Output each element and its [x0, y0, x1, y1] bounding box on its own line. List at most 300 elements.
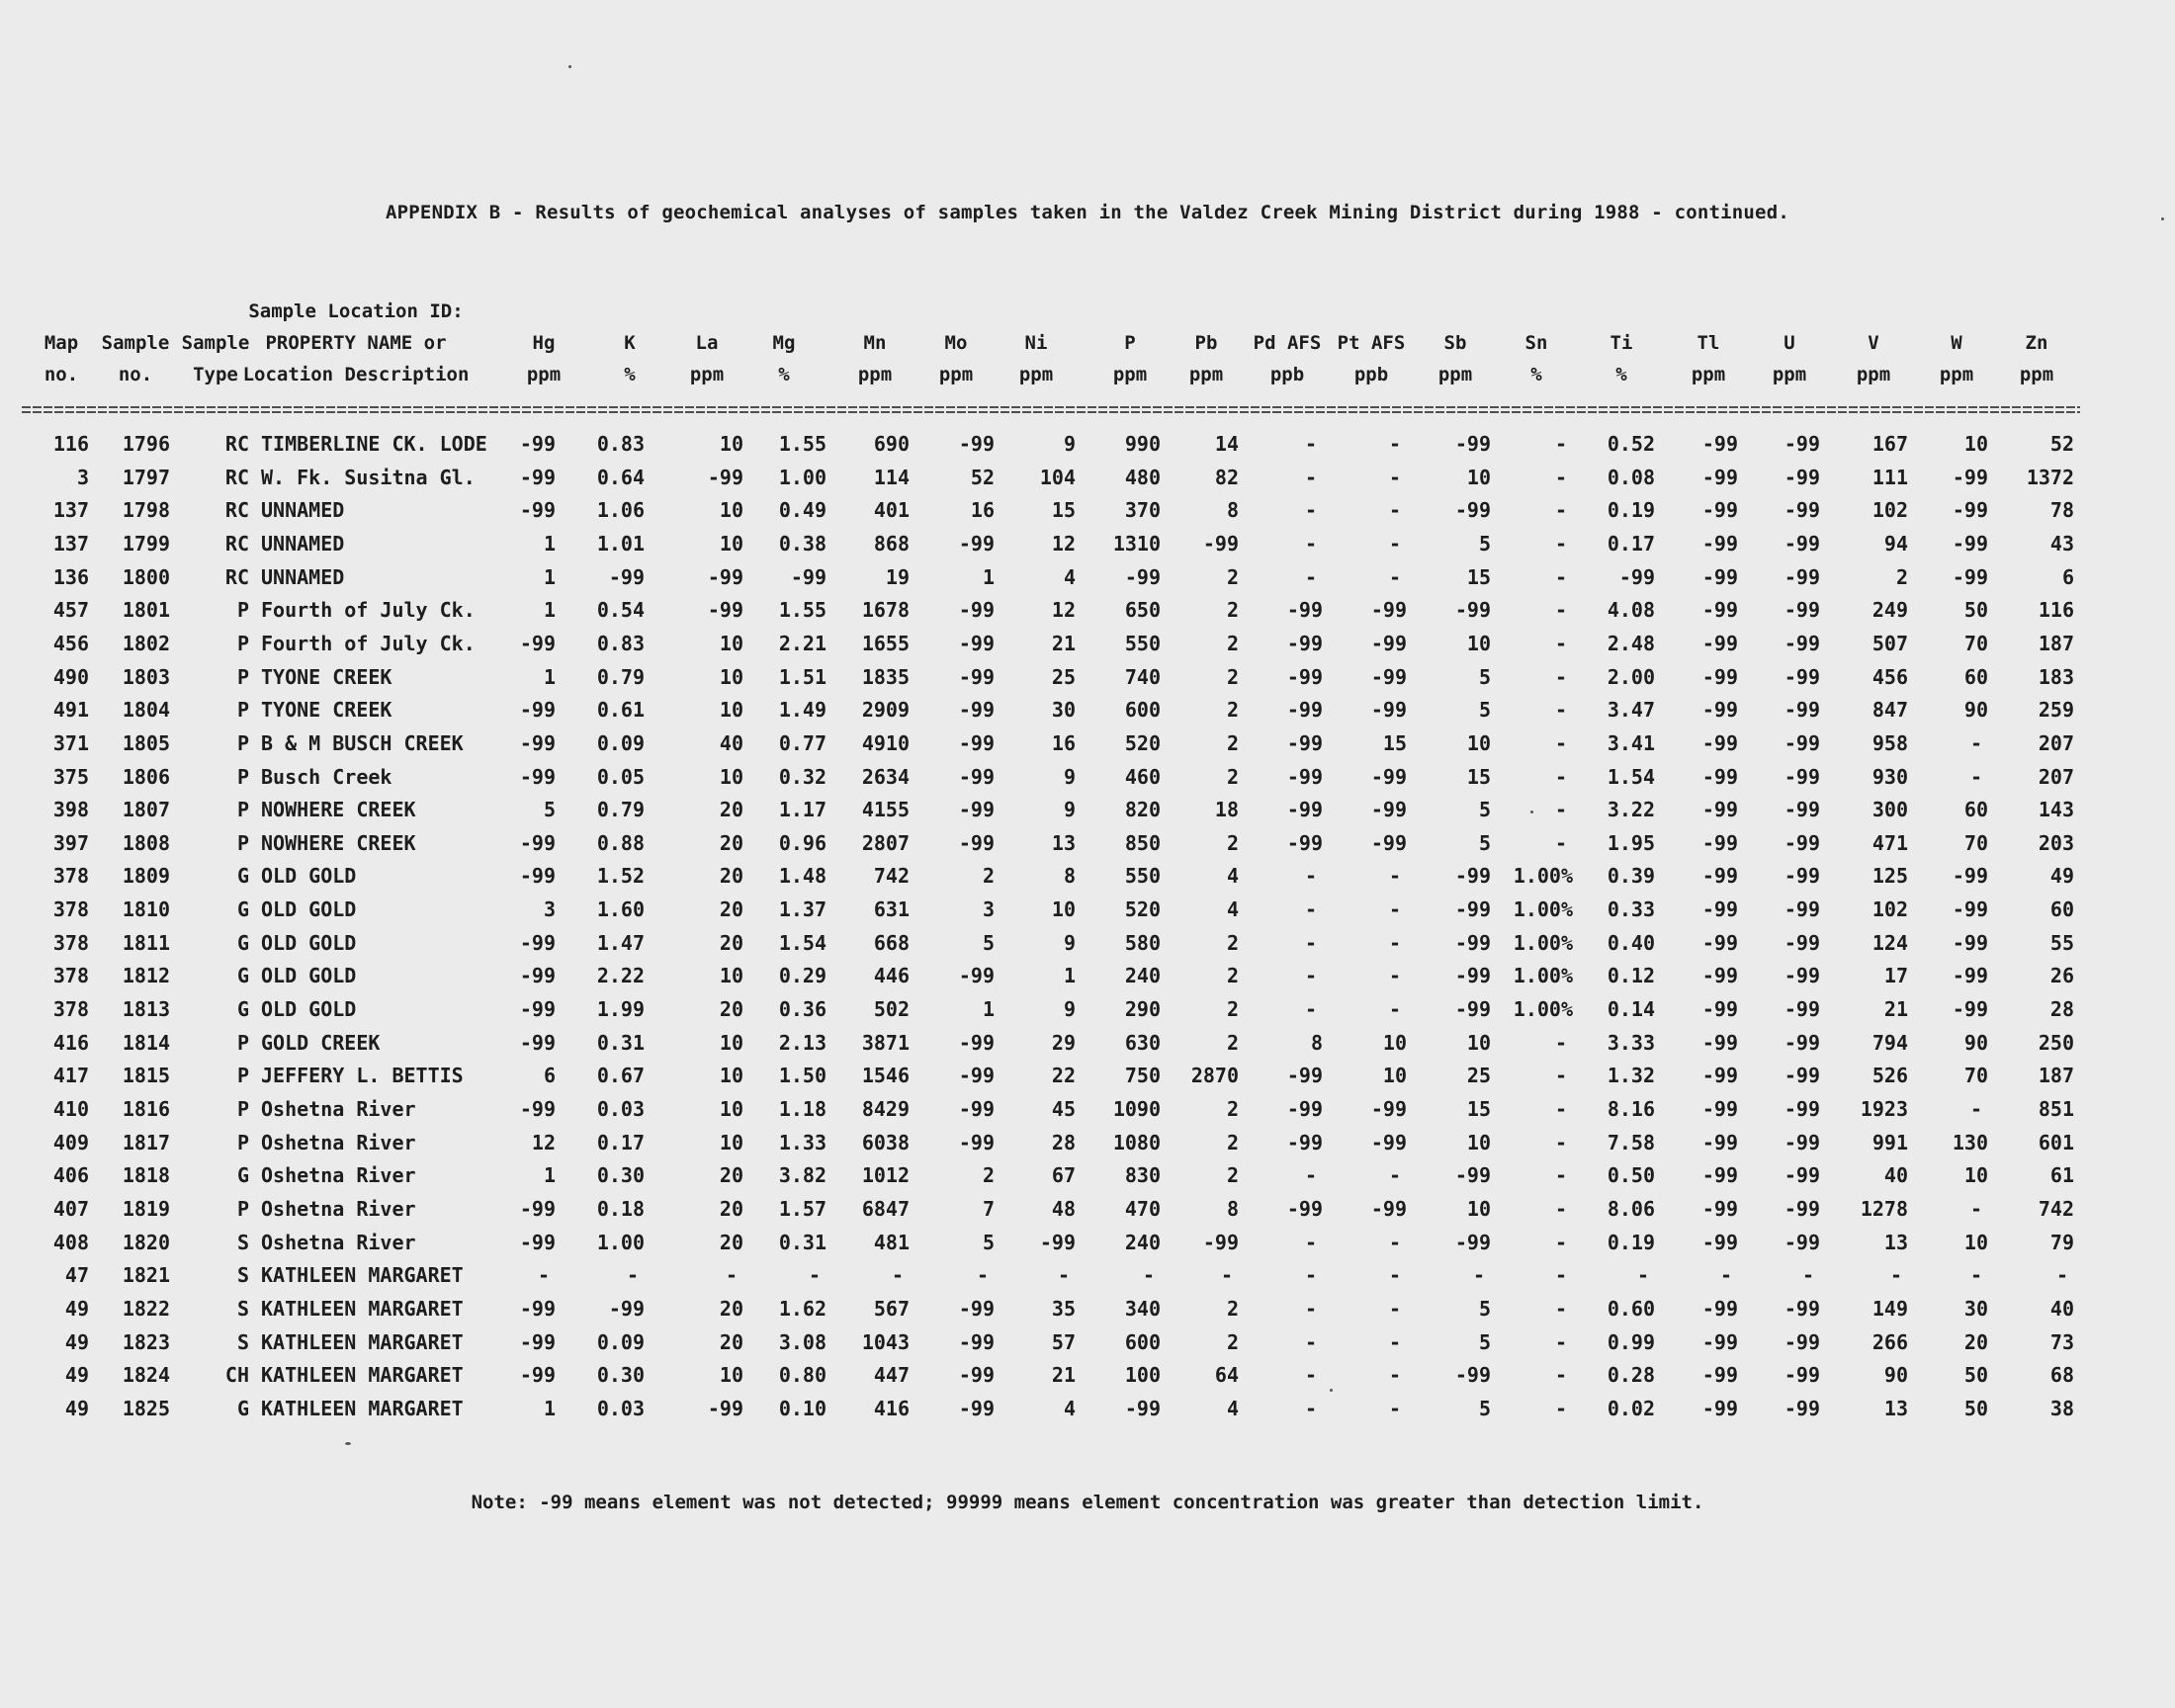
cell-ti: 2.00	[1607, 664, 1655, 689]
cell-pb: -	[1220, 1263, 1234, 1288]
table-row	[0, 861, 2175, 893]
cell-w: 20	[1963, 1329, 1988, 1354]
cell-pb: 2	[1226, 730, 1239, 755]
cell-sample-type: P	[236, 631, 249, 655]
cell-location: OLD GOLD	[261, 897, 357, 922]
cell-sample-type: P	[236, 830, 249, 855]
cell-mn: 1678	[861, 598, 910, 623]
cell-v: 13	[1883, 1230, 1908, 1254]
cell-ti: 3.47	[1607, 698, 1655, 723]
cell-map-no: 136	[52, 564, 89, 589]
cell-pd-afs: -	[1304, 1296, 1318, 1321]
column-header: %	[778, 364, 790, 385]
column-header: ppb	[1269, 364, 1305, 385]
cell-w: -	[1969, 1196, 1983, 1221]
cell-la: -99	[707, 564, 743, 589]
cell-ti: 0.17	[1607, 531, 1655, 555]
cell-k: -	[626, 1263, 640, 1288]
cell-la: 20	[719, 897, 743, 922]
cell-sn: -	[1554, 1230, 1568, 1254]
cell-sample-no: 1825	[122, 1396, 170, 1420]
cell-sb: 5	[1478, 1396, 1491, 1420]
cell-tl: -99	[1701, 997, 1738, 1022]
cell-ni: 12	[1051, 598, 1076, 623]
cell-p: 1080	[1112, 1130, 1161, 1154]
cell-w: 60	[1963, 664, 1988, 689]
cell-v: 266	[1871, 1329, 1908, 1354]
cell-hg: 6	[543, 1064, 556, 1088]
cell-map-no: 491	[52, 698, 89, 723]
cell-k: 0.05	[596, 764, 645, 789]
cell-location: Oshetna River	[261, 1163, 416, 1188]
cell-sample-type: G	[236, 930, 249, 955]
cell-u: -99	[1784, 531, 1820, 555]
cell-v: 167	[1871, 432, 1908, 456]
cell-ti: 3.33	[1607, 1030, 1655, 1055]
cell-mn: 446	[873, 964, 910, 988]
cell-la: 10	[719, 1030, 743, 1055]
cell-u: -99	[1784, 964, 1820, 988]
cell-mn: 868	[873, 531, 910, 555]
cell-pt-afs: -	[1388, 930, 1402, 955]
cell-tl: -99	[1701, 531, 1738, 555]
cell-tl: -99	[1701, 1097, 1738, 1121]
cell-sample-no: 1813	[122, 997, 170, 1022]
cell-mo: 2	[982, 1163, 995, 1188]
cell-sb: 5	[1478, 1296, 1491, 1321]
cell-hg: -99	[519, 1196, 556, 1221]
cell-sample-no: 1807	[122, 798, 170, 822]
cell-la: 20	[719, 1163, 743, 1188]
cell-tl: -99	[1701, 698, 1738, 723]
cell-p: 240	[1124, 1230, 1161, 1254]
cell-sample-type: P	[236, 1030, 249, 1055]
cell-location: OLD GOLD	[261, 997, 357, 1022]
cell-pt-afs: -99	[1370, 1130, 1407, 1154]
cell-tl: -99	[1701, 930, 1738, 955]
scan-speck	[1530, 811, 1533, 813]
table-row	[0, 1260, 2175, 1292]
cell-mg: 1.62	[778, 1296, 826, 1321]
column-header: W	[1951, 332, 1962, 354]
cell-k: 0.30	[596, 1163, 645, 1188]
cell-mn: 690	[873, 432, 910, 456]
cell-mn: 447	[873, 1363, 910, 1388]
cell-location: TYONE CREEK	[261, 698, 392, 723]
cell-sn: -	[1554, 564, 1568, 589]
cell-k: 0.31	[596, 1030, 645, 1055]
cell-hg: 1	[543, 664, 556, 689]
cell-mn: 114	[873, 465, 910, 489]
cell-ti: 0.19	[1607, 498, 1655, 523]
cell-ti: 0.99	[1607, 1329, 1655, 1354]
cell-la: -99	[707, 598, 743, 623]
cell-w: -99	[1952, 864, 1988, 889]
cell-sample-type: P	[236, 764, 249, 789]
cell-u: -99	[1784, 798, 1820, 822]
column-header: Tl	[1696, 332, 1720, 354]
cell-location: KATHLEEN MARGARET	[261, 1263, 464, 1288]
cell-map-no: 378	[52, 897, 89, 922]
cell-location: OLD GOLD	[261, 864, 357, 889]
cell-tl: -99	[1701, 1363, 1738, 1388]
cell-ti: -99	[1618, 564, 1655, 589]
cell-sample-type: S	[236, 1329, 249, 1354]
cell-la: 20	[719, 1296, 743, 1321]
cell-sample-no: 1817	[122, 1130, 170, 1154]
cell-la: 20	[719, 1230, 743, 1254]
cell-la: 20	[719, 997, 743, 1022]
cell-p: -	[1142, 1263, 1156, 1288]
cell-u: -99	[1784, 1064, 1820, 1088]
cell-ni: 67	[1051, 1163, 1076, 1188]
cell-sb: 25	[1466, 1064, 1491, 1088]
cell-sb: 15	[1466, 1097, 1491, 1121]
cell-map-no: 3	[76, 465, 89, 489]
cell-sn: -	[1554, 1363, 1568, 1388]
cell-la: -99	[707, 1396, 743, 1420]
cell-zn: 143	[2038, 798, 2074, 822]
cell-mg: 1.57	[778, 1196, 826, 1221]
cell-ni: 57	[1051, 1329, 1076, 1354]
cell-w: -99	[1952, 997, 1988, 1022]
cell-ti: 0.08	[1607, 465, 1655, 489]
column-header: ppm	[1437, 364, 1473, 385]
cell-v: 847	[1871, 698, 1908, 723]
cell-p: 1310	[1112, 531, 1161, 555]
cell-location: Oshetna River	[261, 1230, 416, 1254]
cell-tl: -99	[1701, 1064, 1738, 1088]
cell-pb: 2	[1226, 598, 1239, 623]
table-row	[0, 463, 2175, 494]
table-row	[0, 562, 2175, 594]
cell-u: -99	[1784, 564, 1820, 589]
cell-sn: -	[1554, 1163, 1568, 1188]
cell-map-no: 378	[52, 864, 89, 889]
cell-pt-afs: -	[1388, 1296, 1402, 1321]
cell-sample-no: 1799	[122, 531, 170, 555]
column-header: ppm	[1018, 364, 1054, 385]
cell-mn: 3871	[861, 1030, 910, 1055]
cell-pd-afs: -99	[1286, 798, 1323, 822]
cell-la: 20	[719, 864, 743, 889]
cell-mo: -99	[958, 531, 995, 555]
cell-tl: -99	[1701, 631, 1738, 655]
cell-map-no: 378	[52, 930, 89, 955]
cell-v: 507	[1871, 631, 1908, 655]
cell-sn: -	[1554, 798, 1568, 822]
column-header: PROPERTY NAME or	[265, 332, 447, 354]
cell-mg: 3.82	[778, 1163, 826, 1188]
cell-ni: 4	[1063, 564, 1076, 589]
cell-sample-type: G	[236, 964, 249, 988]
cell-u: -99	[1784, 631, 1820, 655]
cell-w: 130	[1952, 1130, 1988, 1154]
table-row	[0, 1094, 2175, 1126]
cell-pd-afs: -	[1304, 1363, 1318, 1388]
cell-k: 1.52	[596, 864, 645, 889]
cell-pb: -99	[1202, 1230, 1239, 1254]
cell-sample-no: 1806	[122, 764, 170, 789]
cell-la: 20	[719, 798, 743, 822]
cell-tl: -99	[1701, 1396, 1738, 1420]
cell-k: 0.61	[596, 698, 645, 723]
cell-mg: 1.49	[778, 698, 826, 723]
cell-v: 1278	[1860, 1196, 1908, 1221]
cell-sn: 1.00%	[1513, 864, 1573, 889]
cell-w: 10	[1963, 1230, 1988, 1254]
cell-pt-afs: -	[1388, 1396, 1402, 1420]
cell-ti: 2.48	[1607, 631, 1655, 655]
cell-map-no: 137	[52, 531, 89, 555]
cell-pb: 8	[1226, 498, 1239, 523]
cell-ti: 8.06	[1607, 1196, 1655, 1221]
cell-mg: 0.36	[778, 997, 826, 1022]
column-header: Sn	[1524, 332, 1548, 354]
cell-sample-no: 1814	[122, 1030, 170, 1055]
cell-hg: -99	[519, 1296, 556, 1321]
cell-v: 991	[1871, 1130, 1908, 1154]
cell-pb: 2	[1226, 664, 1239, 689]
cell-tl: -99	[1701, 598, 1738, 623]
cell-map-no: 375	[52, 764, 89, 789]
cell-w: 10	[1963, 1163, 1988, 1188]
cell-sample-no: 1802	[122, 631, 170, 655]
cell-v: 17	[1883, 964, 1908, 988]
cell-p: 830	[1124, 1163, 1161, 1188]
cell-sn: -	[1554, 1196, 1568, 1221]
cell-sn: -	[1554, 598, 1568, 623]
cell-mg: 0.32	[778, 764, 826, 789]
cell-sample-type: S	[236, 1296, 249, 1321]
cell-pt-afs: 15	[1382, 730, 1407, 755]
cell-map-no: 406	[52, 1163, 89, 1188]
cell-la: 10	[719, 1363, 743, 1388]
cell-location: KATHLEEN MARGARET	[261, 1396, 464, 1420]
cell-map-no: 49	[64, 1396, 89, 1420]
cell-pd-afs: -	[1304, 432, 1318, 456]
column-header: Zn	[2025, 332, 2048, 354]
cell-mn: 416	[873, 1396, 910, 1420]
cell-ti: 0.28	[1607, 1363, 1655, 1388]
column-header: Pd AFS	[1253, 332, 1322, 354]
cell-p: 580	[1124, 930, 1161, 955]
cell-sn: -	[1554, 664, 1568, 689]
cell-p: -99	[1124, 1396, 1161, 1420]
column-header: Type	[193, 364, 238, 385]
cell-sample-type: S	[236, 1263, 249, 1288]
cell-p: 600	[1124, 698, 1161, 723]
cell-u: -99	[1784, 764, 1820, 789]
cell-pt-afs: -	[1388, 1263, 1402, 1288]
cell-v: 111	[1871, 465, 1908, 489]
cell-v: 94	[1883, 531, 1908, 555]
cell-ti: 0.40	[1607, 930, 1655, 955]
cell-k: 0.30	[596, 1363, 645, 1388]
cell-w: -	[1969, 764, 1983, 789]
cell-sb: 15	[1466, 564, 1491, 589]
cell-hg: -99	[519, 830, 556, 855]
cell-ti: 1.32	[1607, 1064, 1655, 1088]
cell-hg: -99	[519, 1097, 556, 1121]
cell-ni: 21	[1051, 631, 1076, 655]
cell-map-no: 490	[52, 664, 89, 689]
cell-sample-type: G	[236, 864, 249, 889]
column-header: Sample Location ID:	[248, 300, 464, 322]
cell-mo: 3	[982, 897, 995, 922]
cell-map-no: 371	[52, 730, 89, 755]
cell-zn: 52	[2049, 432, 2074, 456]
cell-mn: -	[891, 1263, 905, 1288]
cell-sb: -99	[1454, 997, 1491, 1022]
cell-mn: 1546	[861, 1064, 910, 1088]
cell-sn: -	[1554, 730, 1568, 755]
cell-sb: -99	[1454, 1230, 1491, 1254]
cell-pd-afs: -99	[1286, 830, 1323, 855]
table-row	[0, 928, 2175, 960]
column-header: %	[1615, 364, 1627, 385]
cell-la: -	[725, 1263, 739, 1288]
cell-la: 20	[719, 830, 743, 855]
cell-sb: 10	[1466, 730, 1491, 755]
cell-sample-type: G	[236, 897, 249, 922]
cell-mn: 1043	[861, 1329, 910, 1354]
table-row	[0, 1228, 2175, 1259]
cell-location: OLD GOLD	[261, 964, 357, 988]
cell-pd-afs: -	[1304, 964, 1318, 988]
cell-pb: 2	[1226, 930, 1239, 955]
cell-sb: 10	[1466, 1030, 1491, 1055]
column-header: U	[1784, 332, 1795, 354]
cell-k: 0.67	[596, 1064, 645, 1088]
cell-p: 550	[1124, 864, 1161, 889]
cell-w: -99	[1952, 964, 1988, 988]
cell-w: 50	[1963, 1363, 1988, 1388]
cell-tl: -99	[1701, 498, 1738, 523]
cell-zn: 43	[2049, 531, 2074, 555]
cell-sb: -99	[1454, 598, 1491, 623]
column-header: La	[695, 332, 719, 354]
cell-sample-type: G	[236, 1163, 249, 1188]
cell-mg: 0.49	[778, 498, 826, 523]
column-header: ppm	[1112, 364, 1148, 385]
cell-sn: -	[1554, 698, 1568, 723]
cell-hg: -99	[519, 764, 556, 789]
cell-sb: 5	[1478, 531, 1491, 555]
cell-k: 0.79	[596, 664, 645, 689]
cell-map-no: 378	[52, 964, 89, 988]
cell-hg: -99	[519, 997, 556, 1022]
cell-u: -99	[1784, 1130, 1820, 1154]
cell-tl: -	[1719, 1263, 1733, 1288]
cell-ni: 9	[1063, 798, 1076, 822]
column-header: Hg	[532, 332, 556, 354]
cell-pb: 4	[1226, 897, 1239, 922]
cell-mo: 5	[982, 1230, 995, 1254]
cell-tl: -99	[1701, 1296, 1738, 1321]
cell-sample-type: P	[236, 1064, 249, 1088]
cell-ni: 1	[1063, 964, 1076, 988]
cell-location: UNNAMED	[261, 531, 345, 555]
cell-u: -99	[1784, 1396, 1820, 1420]
cell-k: 0.03	[596, 1396, 645, 1420]
cell-tl: -99	[1701, 664, 1738, 689]
cell-tl: -99	[1701, 1030, 1738, 1055]
cell-map-no: 407	[52, 1196, 89, 1221]
cell-mg: 1.33	[778, 1130, 826, 1154]
column-header: Ni	[1024, 332, 1048, 354]
cell-zn: 851	[2038, 1097, 2074, 1121]
document-title: APPENDIX B - Results of geochemical analyses of samples taken in the Valdez Creek Mining District during 1988 - continued.	[386, 202, 1789, 223]
cell-tl: -99	[1701, 764, 1738, 789]
cell-ti: 0.60	[1607, 1296, 1655, 1321]
cell-sn: -	[1554, 465, 1568, 489]
table-row	[0, 1327, 2175, 1359]
cell-sb: -99	[1454, 1363, 1491, 1388]
cell-ti: -	[1636, 1263, 1650, 1288]
cell-pd-afs: -	[1304, 1263, 1318, 1288]
cell-pb: 2	[1226, 830, 1239, 855]
cell-la: 10	[719, 631, 743, 655]
cell-ti: 0.50	[1607, 1163, 1655, 1188]
cell-w: -	[1969, 1263, 1983, 1288]
cell-w: 90	[1963, 1030, 1988, 1055]
cell-p: 520	[1124, 730, 1161, 755]
cell-w: 60	[1963, 798, 1988, 822]
column-header: ppm	[1939, 364, 1974, 385]
cell-u: -99	[1784, 930, 1820, 955]
cell-sb: 15	[1466, 764, 1491, 789]
cell-la: 10	[719, 764, 743, 789]
cell-mg: -	[808, 1263, 822, 1288]
table-row	[0, 1160, 2175, 1192]
column-header: Sample	[181, 332, 250, 354]
cell-tl: -99	[1701, 798, 1738, 822]
cell-sb: 5	[1478, 664, 1491, 689]
cell-u: -99	[1784, 897, 1820, 922]
cell-pb: 2	[1226, 1163, 1239, 1188]
cell-location: NOWHERE CREEK	[261, 830, 416, 855]
cell-ti: 0.02	[1607, 1396, 1655, 1420]
cell-sample-type: RC	[224, 465, 249, 489]
cell-mo: -99	[958, 432, 995, 456]
cell-hg: -99	[519, 432, 556, 456]
cell-mo: -99	[958, 598, 995, 623]
cell-u: -99	[1784, 1196, 1820, 1221]
cell-v: 471	[1871, 830, 1908, 855]
table-row	[0, 429, 2175, 461]
cell-tl: -99	[1701, 964, 1738, 988]
cell-pt-afs: -99	[1370, 698, 1407, 723]
cell-hg: 12	[531, 1130, 556, 1154]
cell-zn: 259	[2038, 698, 2074, 723]
cell-sb: -99	[1454, 1163, 1491, 1188]
cell-hg: 1	[543, 564, 556, 589]
table-row	[0, 1360, 2175, 1392]
cell-sample-no: 1824	[122, 1363, 170, 1388]
cell-ni: 10	[1051, 897, 1076, 922]
column-header: ppm	[1772, 364, 1807, 385]
cell-map-no: 397	[52, 830, 89, 855]
cell-hg: -99	[519, 631, 556, 655]
cell-pt-afs: -	[1388, 1230, 1402, 1254]
cell-sample-no: 1822	[122, 1296, 170, 1321]
cell-map-no: 137	[52, 498, 89, 523]
cell-ti: 1.54	[1607, 764, 1655, 789]
cell-pb: 2	[1226, 1097, 1239, 1121]
table-row	[0, 961, 2175, 992]
cell-sn: -	[1554, 1329, 1568, 1354]
